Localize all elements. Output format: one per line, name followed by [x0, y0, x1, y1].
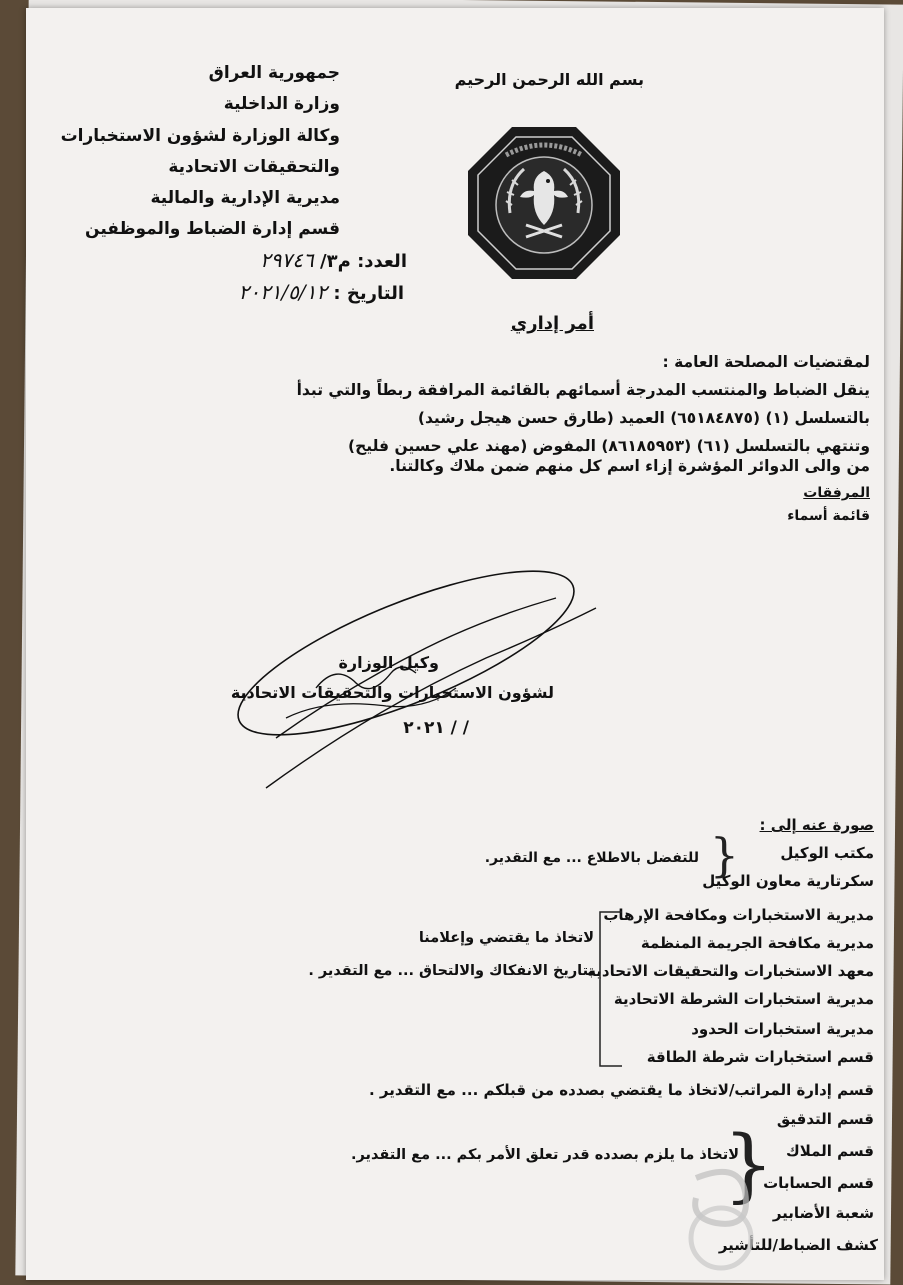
document-date	[238, 280, 404, 304]
header-line: مديرية الإدارية والمالية	[150, 188, 340, 208]
body-line: وتنتهي بالتسلسل (٦١) (٨٦١٨٥٩٥٣) المفوض (مهند علي حسين فليح)	[348, 437, 870, 455]
last-line: كشف الضباط/للتأشير	[718, 1236, 878, 1254]
group-note: لاتخاذ ما يقتضي وإعلامنا	[418, 930, 594, 946]
date-value: ٢٠٢١/٥/١٢	[238, 280, 328, 304]
watermark-logo-icon	[676, 1158, 766, 1278]
body-line: ينقل الضباط والمنتسب المدرجة أسمائهم بالقائمة المرافقة ربطاً والتي تبدأ	[296, 381, 870, 399]
signature-date: / / ٢٠٢١	[403, 718, 469, 738]
header-line: جمهورية العراق	[208, 63, 340, 83]
bismillah: بسم الله الرحمن الرحيم	[454, 70, 644, 89]
group-note: بتاريخ الانفكاك والالتحاق ... مع التقدير .	[308, 963, 594, 979]
ministry-emblem-icon	[466, 125, 622, 281]
number-label: العدد: م٣/	[320, 251, 407, 272]
body-line: لمقتضيات المصلحة العامة :	[662, 353, 870, 371]
copies-label: صورة عنه إلى :	[759, 816, 874, 834]
number-value: ٢٩٧٤٦	[260, 248, 314, 272]
list-item: معهد الاستخبارات والتحقيقات الاتحادية	[587, 962, 874, 980]
document-title: أمر إداري	[510, 313, 594, 334]
body-line: من والى الدوائر المؤشرة إزاء اسم كل منهم ضمن ملاك وكالتنا.	[389, 457, 870, 475]
document-number	[260, 248, 407, 272]
signature-title: وكيل الوزارة	[338, 653, 439, 672]
bracket	[596, 910, 626, 1070]
header-line: وزارة الداخلية	[223, 94, 340, 114]
list-item: سكرتارية معاون الوكيل	[702, 872, 874, 890]
header-line: وكالة الوزارة لشؤون الاستخبارات	[60, 126, 340, 146]
group-note: للتفضل بالاطلاع ... مع التقدير.	[484, 850, 699, 866]
brace: {	[709, 828, 739, 882]
list-item: شعبة الأضابير	[772, 1204, 874, 1222]
header-line: والتحقيقات الاتحادية	[168, 157, 340, 177]
brace: {	[723, 1118, 774, 1211]
list-item: مديرية مكافحة الجريمة المنظمة	[640, 934, 874, 952]
document-page	[26, 8, 884, 1280]
attachments-label: المرفقات	[803, 485, 870, 501]
list-item: مديرية الاستخبارات ومكافحة الإرهاب	[603, 906, 874, 924]
list-item: مكتب الوكيل	[780, 844, 874, 862]
salaries-line: قسم إدارة المراتب/لاتخاذ ما يقتضي بصدده من قبلكم ... مع التقدير .	[368, 1081, 874, 1099]
body-line: بالتسلسل (١) (٦٥١٨٤٨٧٥) العميد (طارق حسن هيجل رشيد)	[417, 409, 870, 427]
date-label: التاريخ :	[333, 283, 404, 304]
group-note: لاتخاذ ما يلزم بصدده قدر تعلق الأمر بكم ... مع التقدير.	[351, 1147, 739, 1163]
list-item: قسم التدقيق	[776, 1110, 874, 1128]
list-item: قسم استخبارات شرطة الطاقة	[646, 1048, 874, 1066]
list-item: مديرية استخبارات الشرطة الاتحادية	[613, 990, 874, 1008]
list-item: مديرية استخبارات الحدود	[691, 1020, 874, 1038]
header-line: قسم إدارة الضباط والموظفين	[85, 219, 340, 239]
list-item: قسم الملاك	[785, 1142, 874, 1160]
attachments-item: قائمة أسماء	[787, 508, 870, 524]
list-item: قسم الحسابات	[763, 1174, 874, 1192]
signature-subtitle: لشؤون الاستخبارات والتحقيقات الاتحادية	[230, 683, 554, 702]
